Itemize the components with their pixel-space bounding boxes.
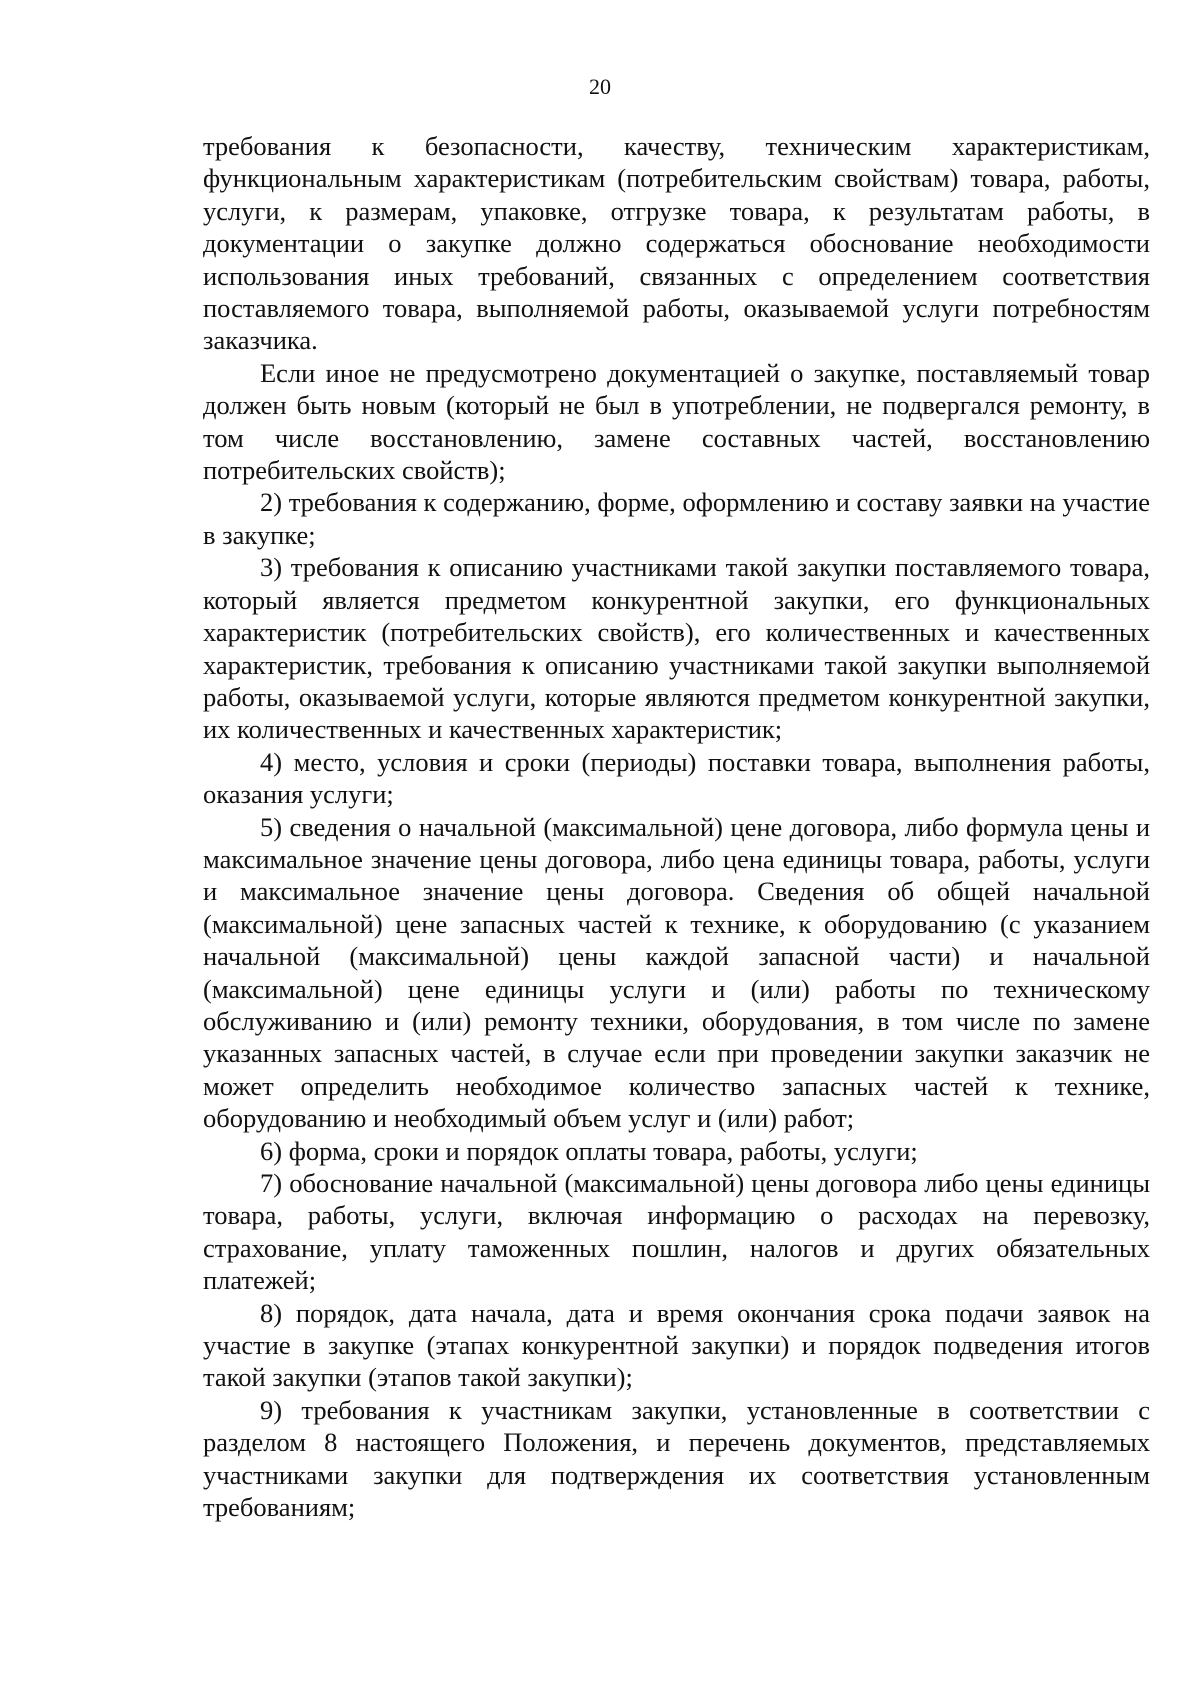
list-item-6: 6) форма, сроки и порядок оплаты товара, работы, услуги; (260, 1135, 918, 1166)
paragraph-continuation: требования к безопасности, качеству, техническим характеристикам, функциональным характеристикам (потребительским свойствам) товара, работы, услуги, к размерам, упаковке, отгрузке товара, к результатам работы, в документации о закупке должно содержаться обоснование необходимости использования иных требований, связанных с определением соответствия поставляемого товара, выполняемой работы, оказываемой услуги потребностям заказчика. (203, 131, 1150, 356)
list-item-9: 9) требования к участникам закупки, установленные в соответствии с разделом 8 настоящего Положения, и перечень документов, представляемых участниками закупки для подтверждения их соответствия установленным требованиям; (203, 1394, 1150, 1523)
page-number: 20 (589, 74, 611, 99)
list-item-8: 8) порядок, дата начала, дата и время окончания срока подачи заявок на участие в закупке (этапах конкурентной закупки) и порядок подведения итогов такой закупки (этапов такой закупки); (203, 1297, 1150, 1393)
list-item-7: 7) обоснование начальной (максимальной) цены договора либо цены единицы товара, работы, услуги, включая информацию о расходах на перевозку, страхование, уплату таможенных пошлин, налогов и других обязательных платежей; (203, 1168, 1150, 1296)
list-item-5: 5) сведения о начальной (максимальной) цене договора, либо формула цены и максимальное значение цены договора, либо цена единицы товара, работы, услуги и максимальное значение цены договора. Сведения об общей начальной (максимальной) цене запасных частей к технике, к оборудованию (с указанием начальной (максимальной) цены каждой запасной части) и начальной (максимальной) цене единицы услуги и (или) работы по техническому обслуживанию и (или) ремонту техники, оборудования, в том числе по замене указанных запасных частей, в случае если при проведении закупки заказчик не может определить необходимое количество запасных частей к технике, оборудованию и необходимый объем услуг и (или) работ; (203, 811, 1150, 1134)
document-body (203, 130, 1150, 1523)
list-item-2: 2) требования к содержанию, форме, оформлению и составу заявки на участие в закупке; (203, 487, 1150, 550)
list-item-4: 4) место, условия и сроки (периоды) поставки товара, выполнения работы, оказания услуги; (203, 746, 1150, 810)
list-item-3: 3) требования к описанию участниками такой закупки поставляемого товара, который является предметом конкурентной закупки, его функциональных характеристик (потребительских свойств), его количественных и качественных характеристик, требования к описанию участниками такой закупки выполняемой работы, оказываемой услуги, которые являются предметом конкурентной закупки, их количественных и качественных характеристик; (203, 552, 1150, 745)
paragraph-new-goods: Если иное не предусмотрено документацией о закупке, поставляемый товар должен быть новым (который не был в употреблении, не подвергался ремонту, в том числе восстановлению, замене составных частей, восстановлению потребительских свойств); (203, 357, 1150, 486)
